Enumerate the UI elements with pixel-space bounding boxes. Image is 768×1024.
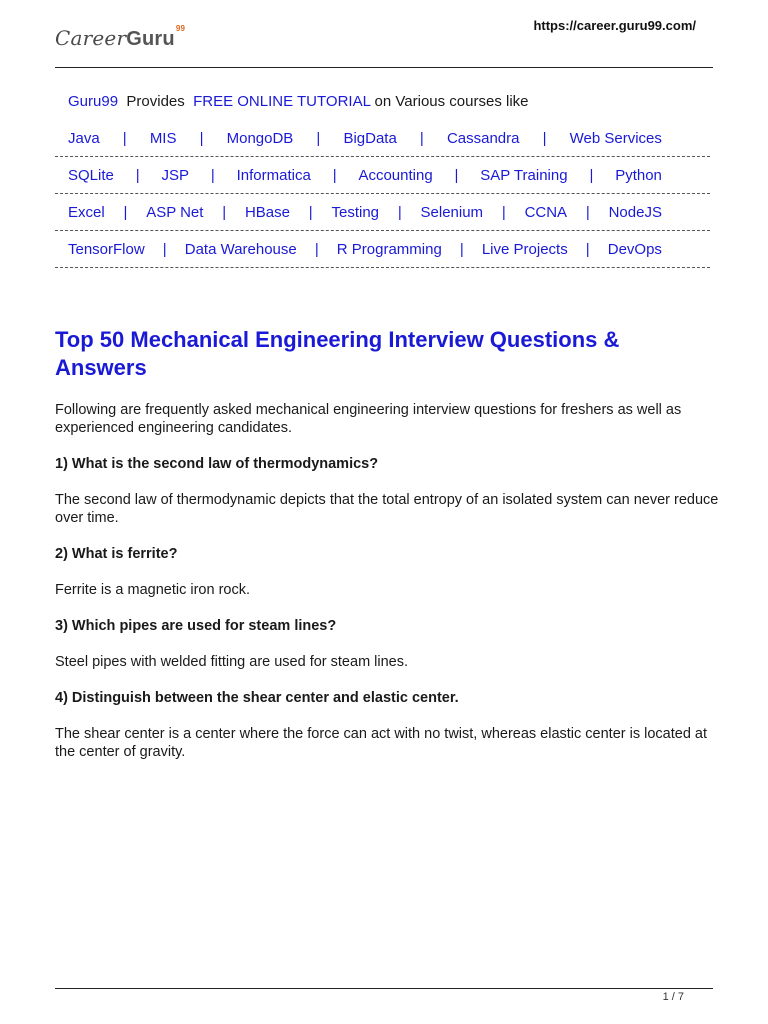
link-separator: | — [501, 203, 506, 221]
course-links-box — [55, 84, 710, 268]
link-separator: | — [332, 166, 337, 184]
link-separator: | — [123, 203, 128, 221]
page-title: Top 50 Mechanical Engineering Interview Questions & Answers — [55, 327, 620, 380]
course-link-mongodb[interactable]: MongoDB — [226, 129, 294, 147]
course-row — [55, 120, 710, 157]
course-row — [55, 157, 710, 194]
provides-text: Provides — [126, 93, 185, 110]
link-separator: | — [419, 129, 424, 147]
article-body — [55, 401, 720, 779]
link-separator: | — [222, 203, 227, 221]
link-separator: | — [314, 240, 319, 258]
course-link-asp-net[interactable]: ASP Net — [146, 203, 204, 221]
course-link-cassandra[interactable]: Cassandra — [446, 129, 520, 147]
course-link-excel[interactable]: Excel — [68, 203, 105, 221]
link-separator: | — [459, 240, 464, 258]
link-separator: | — [316, 129, 321, 147]
page-number: 1 / 7 — [662, 991, 684, 1003]
course-link-mis[interactable]: MIS — [149, 129, 177, 147]
course-link-ccna[interactable]: CCNA — [524, 203, 568, 221]
link-separator: | — [162, 240, 167, 258]
course-link-python[interactable]: Python — [615, 166, 662, 184]
course-link-live-projects[interactable]: Live Projects — [481, 240, 568, 258]
course-link-devops[interactable]: DevOps — [607, 240, 662, 258]
course-row — [55, 231, 710, 268]
courses-like-text: on Various courses like — [374, 93, 529, 110]
course-link-sqlite[interactable]: SQLite — [68, 166, 114, 184]
course-link-hbase[interactable]: HBase — [244, 203, 290, 221]
free-tutorial-link[interactable]: FREE ONLINE TUTORIAL — [193, 93, 371, 110]
course-rows — [55, 120, 710, 268]
course-link-sap-training[interactable]: SAP Training — [480, 166, 568, 184]
course-link-tensorflow[interactable]: TensorFlow — [68, 240, 145, 258]
link-separator: | — [542, 129, 547, 147]
course-link-data-warehouse[interactable]: Data Warehouse — [184, 240, 297, 258]
logo-career-text: Career — [55, 26, 127, 50]
question-heading: 1) What is the second law of thermodynamics? — [55, 456, 379, 472]
course-link-informatica[interactable]: Informatica — [236, 166, 311, 184]
link-separator: | — [135, 166, 140, 184]
guru99-link[interactable]: Guru99 — [68, 93, 119, 110]
course-link-nodejs[interactable]: NodeJS — [608, 203, 662, 221]
careerguru-logo — [55, 26, 185, 51]
answer-text: The second law of thermodynamic depicts that the total entropy of an isolated system can never reduce over time. — [55, 492, 719, 526]
link-separator: | — [454, 166, 459, 184]
course-link-java[interactable]: Java — [68, 129, 100, 147]
question-heading: 4) Distinguish between the shear center and elastic center. — [55, 690, 459, 706]
course-link-selenium[interactable]: Selenium — [420, 203, 484, 221]
logo-guru-text: Guru — [126, 28, 175, 50]
course-link-r-programming[interactable]: R Programming — [336, 240, 442, 258]
answer-text: Steel pipes with welded fitting are used for steam lines. — [55, 654, 409, 670]
site-url[interactable]: https://career.guru99.com/ — [533, 18, 696, 33]
link-separator: | — [199, 129, 204, 147]
answer-text: The shear center is a center where the force can act with no twist, whereas elastic center is located at the center of gravity. — [55, 726, 708, 760]
course-intro-line — [55, 84, 710, 120]
link-separator: | — [122, 129, 127, 147]
header-divider — [55, 67, 713, 68]
link-separator: | — [585, 203, 590, 221]
answer-text: Ferrite is a magnetic iron rock. — [55, 582, 251, 598]
course-link-testing[interactable]: Testing — [331, 203, 380, 221]
course-link-accounting[interactable]: Accounting — [358, 166, 433, 184]
link-separator: | — [589, 166, 594, 184]
link-separator: | — [585, 240, 590, 258]
article-intro: Following are frequently asked mechanical engineering interview questions for freshers as well as experienced engineering candidates. — [55, 402, 682, 436]
footer-divider — [55, 988, 713, 989]
course-link-jsp[interactable]: JSP — [161, 166, 189, 184]
link-separator: | — [308, 203, 313, 221]
link-separator: | — [210, 166, 215, 184]
question-heading: 3) Which pipes are used for steam lines? — [55, 618, 337, 634]
course-link-web-services[interactable]: Web Services — [569, 129, 662, 147]
course-row — [55, 194, 710, 231]
course-link-bigdata[interactable]: BigData — [343, 129, 397, 147]
link-separator: | — [397, 203, 402, 221]
question-heading: 2) What is ferrite? — [55, 546, 178, 562]
logo-99-text: 99 — [175, 24, 186, 34]
qa-list — [55, 455, 720, 761]
